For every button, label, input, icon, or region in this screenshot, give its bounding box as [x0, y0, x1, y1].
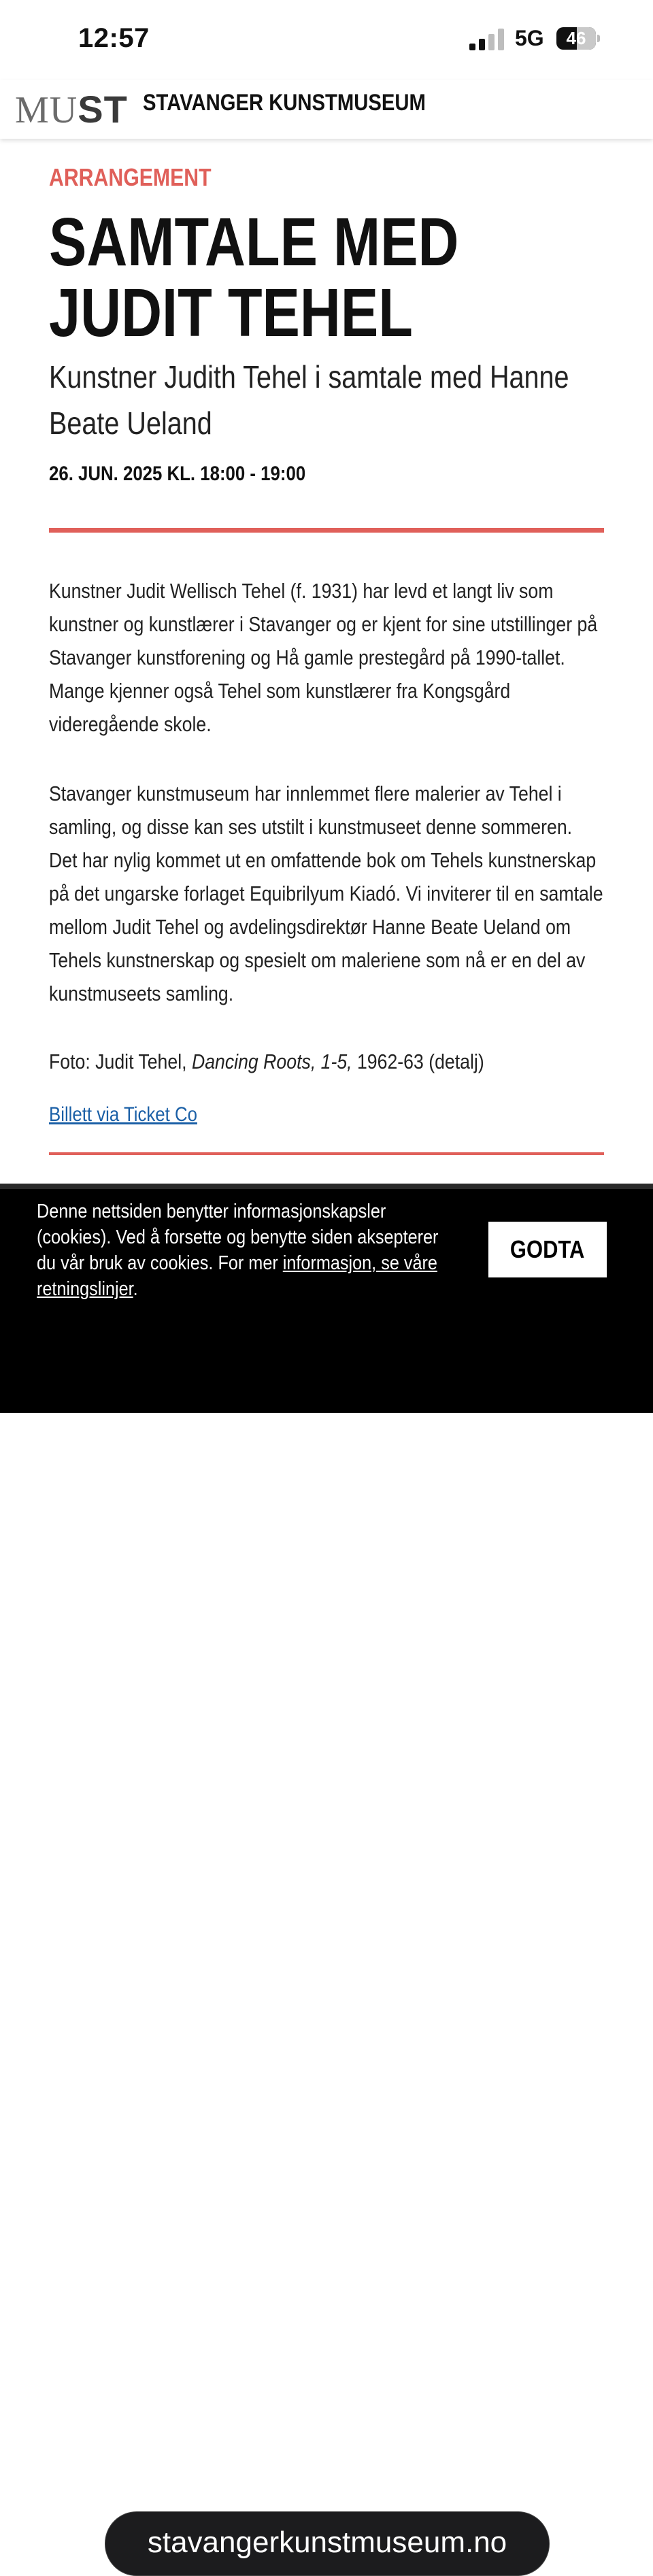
event-description-1: Kunstner Judit Wellisch Tehel (f. 1931) har levd et langt liv som kunstner og kunstlærer i Stavanger og er kjent for sine utstillinger på Stavanger kunstforening og Hå gamle prestegård på 1990-tallet. Mange kjenner også Tehel som kunstlærer fra Kongsgård videregående skole.: [49, 579, 598, 736]
site-name[interactable]: STAVANGER KUNSTMUSEUM: [143, 90, 426, 116]
status-bar: [0, 0, 653, 80]
photo-credit: Foto: Judit Tehel, Dancing Roots, 1-5, 1962-63 (detalj): [49, 1050, 484, 1073]
browser-url-bar[interactable]: [105, 2511, 550, 2576]
cookie-policy-link[interactable]: informasjon, se våre retningslinjer: [37, 1252, 437, 1300]
cookie-text: Denne nettsiden benytter informasjonskapsler (cookies). Ved å forsette og benytte siden aksepterer du vår bruk av cookies. For mer informasjon, se våre retningslinjer.: [37, 1201, 439, 1300]
must-logo[interactable]: MUST: [15, 88, 128, 131]
status-time: 12:57: [78, 23, 150, 53]
url-text: stavangerkunstmuseum.no: [147, 2526, 507, 2559]
event-datetime: 26. JUN. 2025 KL. 18:00 - 19:00: [49, 463, 306, 485]
event-category: ARRANGEMENT: [49, 163, 212, 191]
divider: [49, 528, 604, 533]
cellular-signal-icon: [469, 29, 505, 50]
accept-cookies-button[interactable]: GODTA: [488, 1222, 607, 1277]
event-subtitle: Kunstner Judith Tehel i samtale med Hanne Beate Ueland: [49, 359, 569, 441]
event-title: SAMTALE MED JUDIT TEHEL: [49, 204, 459, 351]
artwork-title: Dancing Roots, 1-5,: [191, 1050, 352, 1073]
cookie-banner: [0, 1184, 653, 2559]
network-type: 5G: [515, 26, 544, 50]
event-description-2: Stavanger kunstmuseum har innlemmet flere malerier av Tehel i samling, og disse kan ses utstilt i kunstmuseet denne sommeren. Det har nylig kommet ut en omfattende bok om Tehels kunstnerskap på det ungarske forlaget Equibrilyum Kiadó. Vi inviterer til en samtale mellom Judit Tehel og avdelingsdirektør Hanne Beate Ueland om Tehels kunstnerskap og spesielt om maleriene som nå er en del av kunstmuseets samling.: [49, 782, 603, 1005]
battery-icon: [556, 27, 600, 50]
site-header: [0, 80, 653, 139]
divider: [49, 1152, 604, 1155]
ticket-link[interactable]: Billett via Ticket Co: [49, 1103, 197, 1126]
battery-level: 46: [566, 28, 586, 48]
